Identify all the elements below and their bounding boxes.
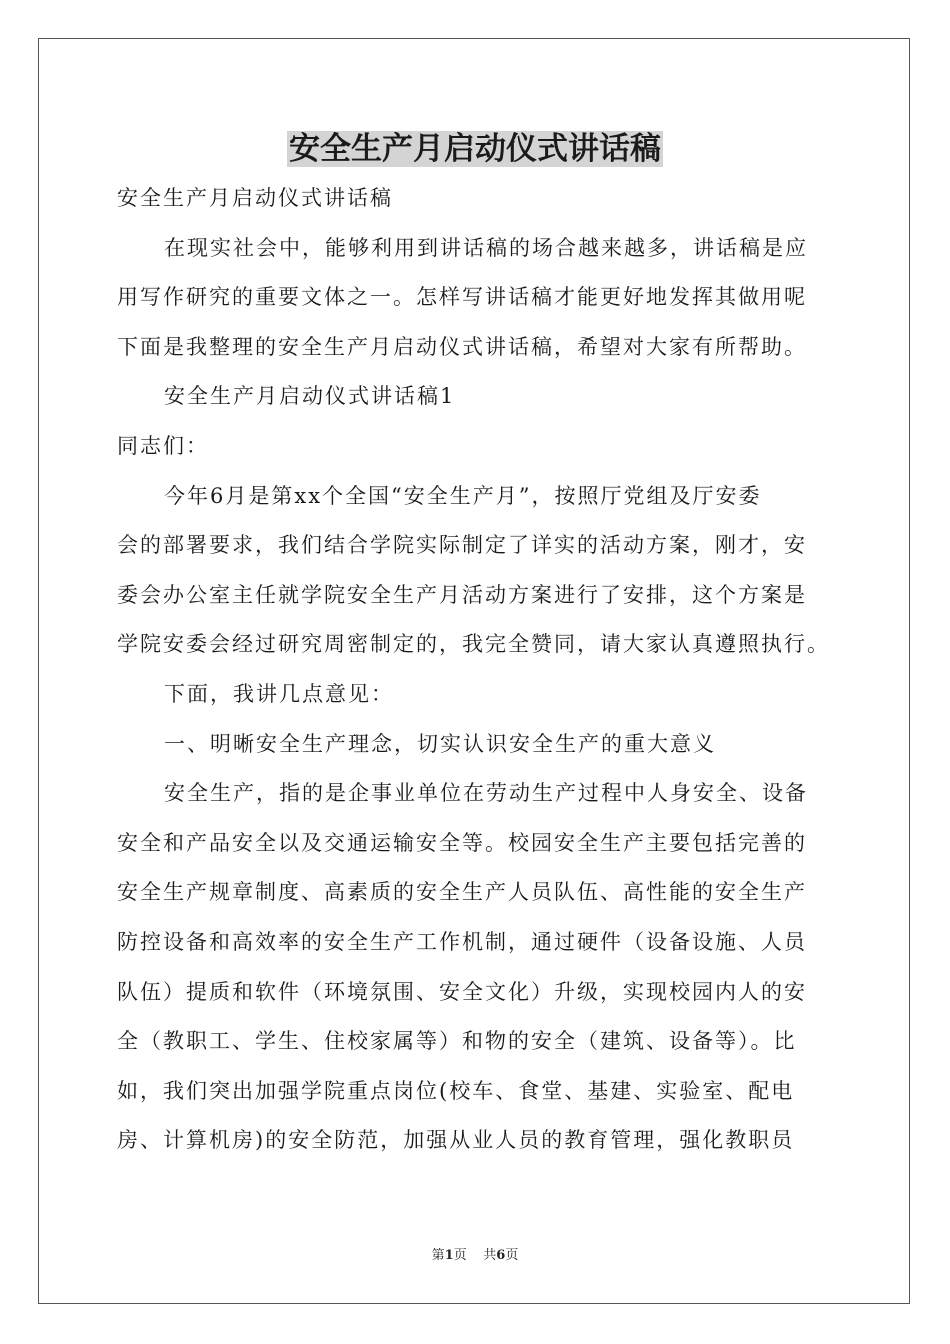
paragraph-p3 (117, 372, 837, 422)
page-total-count: 6 (496, 1248, 506, 1263)
text-line: 委会办公室主任就学院安全生产月活动方案进行了安排，这个方案是 (117, 582, 807, 607)
text-line: 会的部署要求，我们结合学院实际制定了详实的活动方案，刚才，安 (117, 533, 807, 558)
text-line: 下面，我讲几点意见： (164, 681, 394, 706)
text-line: 安全和产品安全以及交通运输安全等。校园安全生产主要包括完善的 (117, 830, 807, 855)
document-title-text: 安全生产月启动仪式讲话稿 (289, 131, 661, 167)
paragraph-p4 (117, 422, 837, 472)
text-line: 安全生产规章制度、高素质的安全生产人员队伍、高性能的安全生产 (117, 880, 807, 905)
paragraph-p6 (117, 670, 837, 720)
paragraph-p7 (117, 720, 837, 770)
text-line: 今年6月是第xx个全国“安全生产月”，按照厅党组及厅安委 (164, 483, 762, 508)
page-number-prefix: 第 (431, 1248, 445, 1263)
text-line: 用写作研究的重要文体之一。怎样写讲话稿才能更好地发挥其做用呢 (117, 285, 807, 310)
text-line: 一、明晰安全生产理念，切实认识安全生产的重大意义 (164, 731, 716, 756)
text-line: 同志们： (117, 433, 209, 458)
text-line: 队伍）提质和软件（环境氛围、安全文化）升级，实现校园内人的安 (117, 979, 807, 1004)
paragraph-p1 (117, 174, 837, 224)
text-line: 安全生产，指的是企事业单位在劳动生产过程中人身安全、设备 (164, 781, 808, 806)
text-line: 安全生产月启动仪式讲话稿 (117, 186, 393, 210)
text-line: 如，我们突出加强学院重点岗位(校车、食堂、基建、实验室、配电 (117, 1078, 795, 1103)
page-total-suffix: 页 (505, 1248, 519, 1263)
text-line: 下面是我整理的安全生产月启动仪式讲话稿，希望对大家有所帮助。 (117, 334, 807, 359)
text-line: 全（教职工、学生、住校家属等）和物的安全（建筑、设备等）。比 (117, 1029, 797, 1054)
page-number-current: 1 (444, 1248, 454, 1263)
text-line: 学院安委会经过研究周密制定的，我完全赞同，请大家认真遵照执行。 (117, 632, 830, 657)
document-title (0, 127, 950, 171)
document-body (117, 174, 837, 1166)
paragraph-p8 (117, 769, 837, 1166)
page-total-prefix: 共 (483, 1248, 497, 1263)
text-line: 安全生产月启动仪式讲话稿1 (164, 384, 456, 409)
paragraph-p5 (117, 472, 837, 670)
page-footer (0, 1247, 950, 1265)
paragraph-p2 (117, 224, 837, 373)
text-line: 在现实社会中，能够利用到讲话稿的场合越来越多，讲话稿是应 (164, 235, 808, 260)
text-line: 房、计算机房)的安全防范，加强从业人员的教育管理，强化教职员 (117, 1128, 795, 1153)
page-number-suffix: 页 (453, 1248, 467, 1263)
text-line: 防控设备和高效率的安全生产工作机制，通过硬件（设备设施、人员 (117, 929, 807, 954)
